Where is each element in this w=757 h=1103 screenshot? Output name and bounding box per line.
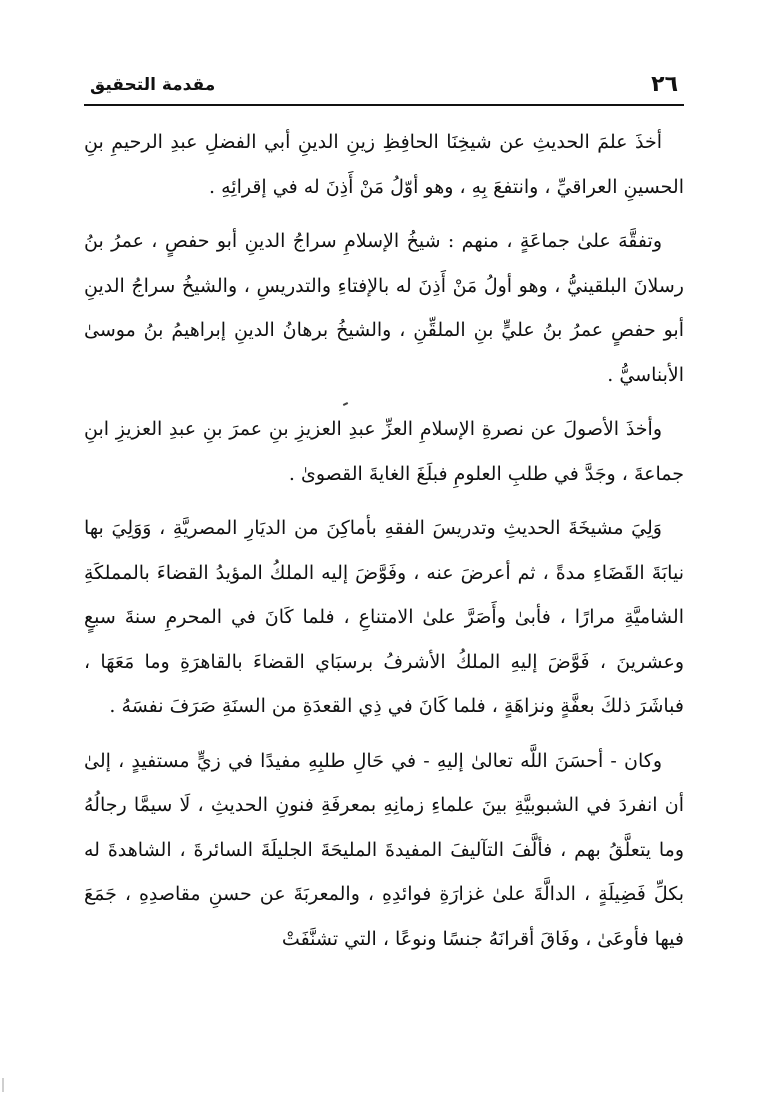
paragraph-offices: وَلِيَ مشيخَةَ الحديثِ وتدريسَ الفقهِ بأماكِنَ من الديَارِ المصريَّةِ ، وَوَلِيَ بها نيابَةَ القَضَاءِ مدةً ، ثم أعرضَ عنه ، وفَوَّضَ إليه الملكُ المؤيدُ القضاءَ بالمملكَةِ الشاميَّةِ مرارًا ، فأبىٰ وأَصَرَّ علىٰ الامتناعِ ، فلما كَانَ في المحرمِ سنةَ سبعٍ وعشرينَ ، فَوَّضَ إليهِ الملكُ الأشرفُ برسبَاي القضاءَ بالقاهرَةِ وما مَعَهَا ، فباشَرَ ذلكَ بعفَّةٍ ونزاهَةٍ ، فلما كَانَ في ذِي القعدَةِ من السنَةِ صَرَفَ نفسَهُ . — [84, 517, 684, 717]
paragraph-scholarship: وكان - أحسَنَ اللَّه تعالىٰ إليهِ - في حَالِ طلبِهِ مفيدًا في زيٍّ مستفيدٍ ، إلىٰ أن انفردَ في الشبوبيَّةِ بينَ علماءِ زمانِهِ بمعرفَةِ فنونِ الحديثِ ، لَا سيمَّا رجالُهُ وما يتعلَّقُ بهم ، فألَّفَ التآليفَ المفيدةَ المليحَةَ الجليلَةَ السائرةَ ، الشاهدةَ له بكلِّ فَضِيلَةٍ ، الدالَّةَ علىٰ غزارَةِ فوائدِهِ ، والمعربَةَ عن حسنِ مقاصدِهِ ، جَمَعَ فيها فأوعَىٰ ، وفَاقَ أقرانَهُ جنسًا ونوعًا ، التي تشنَّفَتْ — [84, 749, 684, 950]
paragraph-hadith-study: أخذَ علمَ الحديثِ عن شيخِنَا الحافِظِ زينِ الدينِ أبي الفضلِ عبدِ الرحيمِ بنِ الحسينِ العراقيِّ ، وانتفعَ بِهِ ، وهو أوّلُ مَنْ أَذِنَ له في إقرائِهِ . — [84, 131, 684, 198]
paragraph-usul-study: وأخذَ الأصولَ عن نصرةِ الإسلامِ العزِّ عبدِ العزيزِ بنِ عمرَ بنِ عبدِ العزيزِ ابنِ جماعةَ ، وجَدَّ في طلبِ العلومِ فبلَغَ الغايةَ القصوىٰ . — [84, 418, 684, 485]
page-header — [84, 70, 684, 106]
header-divider — [84, 104, 684, 106]
header-title: مقدمة التحقيق — [90, 75, 216, 95]
scan-edge-mark — [2, 1078, 4, 1092]
body-text — [84, 120, 684, 961]
paragraph-fiqh-study: وتفقَّهَ علىٰ جماعَةٍ ، منهم : شيخُ الإسلامِ سراجُ الدينِ أبو حفصٍ ، عمرُ بنُ رسلانَ البلقينيُّ ، وهو أولُ مَنْ أَذِنَ له بالإفتاءِ والتدريسِ ، والشيخُ سراجُ الدينِ أبو حفصٍ عمرُ بنُ عليٍّ بنِ الملقِّنِ ، والشيخُ برهانُ الدينِ إبراهيمُ بنُ موسىٰ الأبناسيُّ . — [84, 230, 684, 386]
page-number: ٢٦ — [651, 72, 678, 97]
